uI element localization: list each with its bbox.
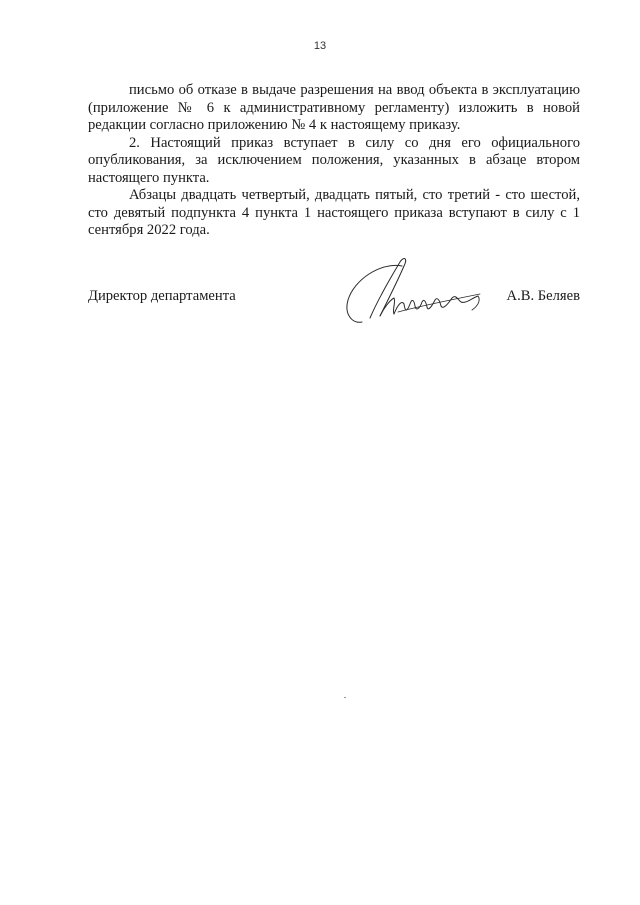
paragraph-exceptions: Абзацы двадцать четвертый, двадцать пятый, сто третий - сто шестой, сто девятый подпункта 4 пункта 1 настоящего приказа вступают в силу с 1 сентября 2022 года. [88, 187, 580, 238]
page-number: 13 [313, 40, 327, 52]
signer-position: Директор департамента [88, 288, 236, 304]
scan-speck [344, 697, 346, 698]
signer-name: А.В. Беляев [506, 288, 580, 304]
document-body [88, 82, 580, 240]
signature-block [88, 288, 580, 338]
paragraph-continuation: письмо об отказе в выдаче разрешения на ввод объекта в эксплуатацию (приложение № 6 к административному регламенту) изложить в новой редакции согласно приложению № 4 к настоящему приказу. [88, 82, 580, 133]
paragraph-effective-date: 2. Настоящий приказ вступает в силу со дня его официального опубликования, за исключением положения, указанных в абзаце втором настоящего пункта. [88, 134, 580, 186]
handwritten-signature [340, 252, 490, 334]
